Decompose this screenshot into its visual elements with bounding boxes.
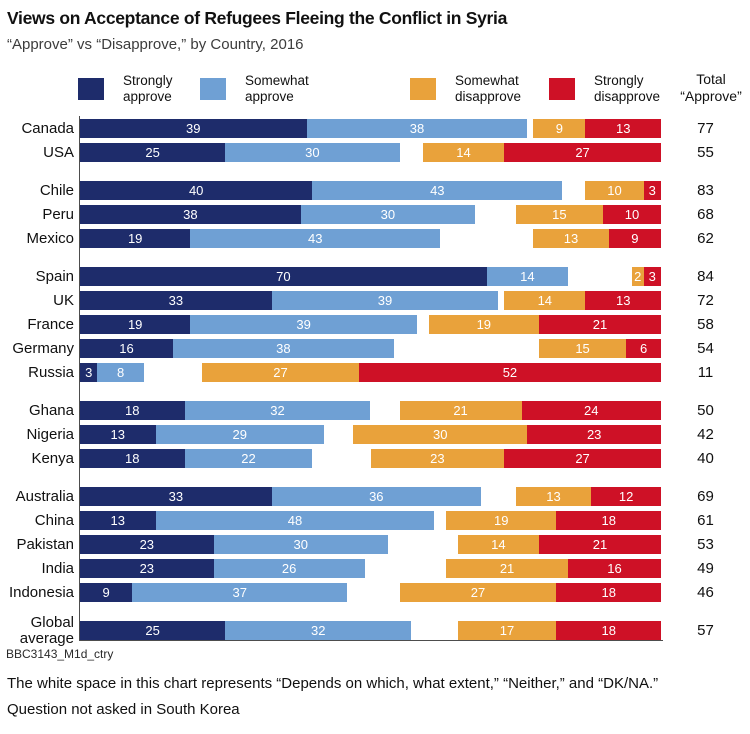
bar-value-label: 13 xyxy=(616,121,631,136)
somewhat-disapprove-bar[interactable] xyxy=(539,339,626,358)
no-opinion-gap xyxy=(400,143,423,162)
country-label: USA xyxy=(43,143,74,161)
country-row xyxy=(0,401,750,420)
no-opinion-gap xyxy=(388,535,458,554)
strongly-approve-bar[interactable] xyxy=(80,559,214,578)
country-label: Mexico xyxy=(26,229,74,247)
somewhat-disapprove-bar[interactable] xyxy=(533,229,609,248)
bar-value-label: 22 xyxy=(241,451,256,466)
strongly-disapprove-bar[interactable] xyxy=(504,449,661,468)
country-row xyxy=(0,583,750,602)
somewhat-disapprove-bar[interactable] xyxy=(458,621,557,640)
legend-swatch-icon xyxy=(549,78,575,100)
bar-track xyxy=(80,559,661,578)
bar-track xyxy=(80,621,661,640)
strongly-disapprove-bar[interactable] xyxy=(556,511,661,530)
country-row xyxy=(0,535,750,554)
bar-value-label: 25 xyxy=(145,145,160,160)
total-approve-value: 46 xyxy=(697,584,714,601)
strongly-approve-bar[interactable] xyxy=(80,583,132,602)
total-approve-value: 50 xyxy=(697,402,714,419)
bar-value-label: 10 xyxy=(624,207,640,222)
country-row xyxy=(0,119,750,138)
bar-value-label: 25 xyxy=(145,623,160,638)
bar-value-label: 37 xyxy=(232,585,247,600)
strongly-disapprove-bar[interactable] xyxy=(539,535,661,554)
footnote-whitespace: The white space in this chart represents “Depends on which, what extent,” “Neither,” and “DK/NA.” xyxy=(7,675,659,692)
somewhat-approve-bar[interactable] xyxy=(156,511,435,530)
legend-item-somewhat-approve xyxy=(200,73,309,105)
no-opinion-gap xyxy=(417,315,429,334)
bar-value-label: 21 xyxy=(499,561,515,576)
somewhat-disapprove-bar[interactable] xyxy=(446,511,556,530)
bar-value-label: 8 xyxy=(117,365,125,380)
somewhat-approve-bar[interactable] xyxy=(312,181,562,200)
country-label: Germany xyxy=(12,339,74,357)
strongly-disapprove-bar[interactable] xyxy=(539,315,661,334)
somewhat-disapprove-bar[interactable] xyxy=(371,449,505,468)
bar-value-label: 30 xyxy=(432,427,448,442)
somewhat-disapprove-bar[interactable] xyxy=(202,363,359,382)
somewhat-approve-bar[interactable] xyxy=(272,291,499,310)
somewhat-approve-bar[interactable] xyxy=(214,559,365,578)
somewhat-disapprove-bar[interactable] xyxy=(353,425,527,444)
somewhat-disapprove-bar[interactable] xyxy=(423,143,504,162)
country-label: Nigeria xyxy=(26,425,74,443)
strongly-approve-bar[interactable] xyxy=(80,425,156,444)
no-opinion-gap xyxy=(324,425,353,444)
bar-value-label: 13 xyxy=(110,427,125,442)
bar-value-label: 18 xyxy=(125,403,140,418)
bar-value-label: 38 xyxy=(276,341,291,356)
bar-track xyxy=(80,363,661,382)
strongly-approve-bar[interactable] xyxy=(80,511,156,530)
strongly-approve-bar[interactable] xyxy=(80,291,272,310)
bar-value-label: 38 xyxy=(409,121,425,136)
bar-value-label: 15 xyxy=(552,207,567,222)
country-label: Peru xyxy=(42,205,74,223)
bar-track xyxy=(80,315,661,334)
legend xyxy=(0,71,750,115)
bar-value-label: 40 xyxy=(188,183,204,198)
country-label: France xyxy=(27,315,74,333)
total-approve-value: 61 xyxy=(697,512,714,529)
somewhat-approve-bar[interactable] xyxy=(225,143,399,162)
strongly-approve-bar[interactable] xyxy=(80,363,97,382)
country-row xyxy=(0,181,750,200)
bar-value-label: 27 xyxy=(470,585,486,600)
bar-track xyxy=(80,535,661,554)
somewhat-approve-bar[interactable] xyxy=(97,363,143,382)
no-opinion-gap xyxy=(434,511,446,530)
total-approve-value: 53 xyxy=(697,536,714,553)
legend-item-strongly-approve xyxy=(78,73,173,105)
bar-value-label: 13 xyxy=(563,231,579,246)
chart-title: Views on Acceptance of Refugees Fleeing the Conflict in Syria xyxy=(7,8,508,28)
country-row xyxy=(0,487,750,506)
strongly-disapprove-bar[interactable] xyxy=(644,181,661,200)
somewhat-approve-bar[interactable] xyxy=(190,229,440,248)
somewhat-approve-bar[interactable] xyxy=(301,205,475,224)
legend-item-strongly-disapprove xyxy=(549,73,660,105)
bar-value-label: 48 xyxy=(287,513,303,528)
total-approve-value: 77 xyxy=(697,120,714,137)
total-approve-value: 69 xyxy=(697,488,714,505)
bar-value-label: 29 xyxy=(232,427,247,442)
strongly-approve-bar[interactable] xyxy=(80,621,225,640)
bar-value-label: 19 xyxy=(127,231,143,246)
legend-label: Somewhat approve xyxy=(245,73,309,104)
country-label: UK xyxy=(53,291,74,309)
bar-track xyxy=(80,425,661,444)
somewhat-disapprove-bar[interactable] xyxy=(516,487,592,506)
total-approve-value: 72 xyxy=(697,292,714,309)
bar-value-label: 9 xyxy=(102,585,110,600)
bar-value-label: 27 xyxy=(273,365,288,380)
total-approve-value: 58 xyxy=(697,316,714,333)
bar-value-label: 33 xyxy=(168,293,184,308)
bar-value-label: 13 xyxy=(110,513,125,528)
bar-value-label: 23 xyxy=(430,451,445,466)
somewhat-approve-bar[interactable] xyxy=(225,621,411,640)
country-row xyxy=(0,267,750,286)
country-row xyxy=(0,143,750,162)
bar-value-label: 2 xyxy=(634,269,642,284)
strongly-disapprove-bar[interactable] xyxy=(527,425,661,444)
strongly-approve-bar[interactable] xyxy=(80,181,312,200)
bar-value-label: 13 xyxy=(616,293,631,308)
footnote-south-korea: Question not asked in South Korea xyxy=(7,701,240,718)
bar-value-label: 70 xyxy=(276,269,291,284)
strongly-approve-bar[interactable] xyxy=(80,267,487,286)
total-approve-value: 57 xyxy=(697,622,714,639)
total-approve-value: 54 xyxy=(697,340,714,357)
strongly-disapprove-bar[interactable] xyxy=(585,119,661,138)
no-opinion-gap xyxy=(475,205,516,224)
total-approve-header-line1: Total xyxy=(696,71,726,87)
strongly-disapprove-bar[interactable] xyxy=(644,267,661,286)
strongly-disapprove-bar[interactable] xyxy=(609,229,661,248)
bar-value-label: 14 xyxy=(456,145,471,160)
bar-track xyxy=(80,267,661,286)
country-label: Chile xyxy=(39,181,74,199)
legend-label: Strongly disapprove xyxy=(594,73,661,104)
bar-track xyxy=(80,487,661,506)
bar-value-label: 26 xyxy=(281,561,297,576)
bar-value-label: 30 xyxy=(293,537,308,552)
legend-label: Somewhat disapprove xyxy=(455,73,522,104)
bar-value-label: 30 xyxy=(305,145,320,160)
somewhat-approve-bar[interactable] xyxy=(185,401,371,420)
country-row xyxy=(0,449,750,468)
country-label: Global average xyxy=(19,613,74,647)
bar-value-label: 10 xyxy=(607,183,622,198)
bar-value-label: 32 xyxy=(310,623,326,638)
somewhat-disapprove-bar[interactable] xyxy=(400,401,522,420)
somewhat-approve-bar[interactable] xyxy=(185,449,313,468)
bar-value-label: 3 xyxy=(648,183,656,198)
country-row xyxy=(0,613,750,647)
bar-value-label: 39 xyxy=(186,121,201,136)
bar-value-label: 3 xyxy=(648,269,656,284)
country-row xyxy=(0,339,750,358)
total-approve-value: 62 xyxy=(697,230,714,247)
somewhat-disapprove-bar[interactable] xyxy=(533,119,585,138)
bar-track xyxy=(80,511,661,530)
bar-value-label: 14 xyxy=(520,269,535,284)
bar-track xyxy=(80,291,661,310)
no-opinion-gap xyxy=(144,363,202,382)
total-approve-value: 49 xyxy=(697,560,714,577)
no-opinion-gap xyxy=(411,621,458,640)
total-approve-value: 83 xyxy=(697,182,714,199)
no-opinion-gap xyxy=(365,559,446,578)
somewhat-approve-bar[interactable] xyxy=(190,315,417,334)
somewhat-disapprove-bar[interactable] xyxy=(516,205,603,224)
somewhat-approve-bar[interactable] xyxy=(272,487,481,506)
bar-value-label: 19 xyxy=(494,513,509,528)
bar-track xyxy=(80,339,661,358)
bar-value-label: 23 xyxy=(139,537,155,552)
somewhat-approve-bar[interactable] xyxy=(487,267,568,286)
bar-track xyxy=(80,583,661,602)
strongly-disapprove-bar[interactable] xyxy=(568,559,661,578)
bar-track xyxy=(80,119,661,138)
strongly-disapprove-bar[interactable] xyxy=(626,339,661,358)
somewhat-disapprove-bar[interactable] xyxy=(400,583,557,602)
strongly-disapprove-bar[interactable] xyxy=(522,401,661,420)
bar-value-label: 13 xyxy=(546,489,561,504)
country-label: Russia xyxy=(28,363,74,381)
country-row xyxy=(0,315,750,334)
bar-value-label: 6 xyxy=(639,341,648,356)
bar-value-label: 39 xyxy=(377,293,393,308)
somewhat-approve-bar[interactable] xyxy=(156,425,324,444)
bar-value-label: 18 xyxy=(125,451,140,466)
bar-value-label: 21 xyxy=(592,537,608,552)
country-row xyxy=(0,511,750,530)
somewhat-disapprove-bar[interactable] xyxy=(632,267,644,286)
somewhat-disapprove-bar[interactable] xyxy=(504,291,585,310)
no-opinion-gap xyxy=(347,583,399,602)
bar-value-label: 24 xyxy=(584,403,599,418)
country-row xyxy=(0,425,750,444)
country-label: Indonesia xyxy=(8,583,74,601)
country-label: Ghana xyxy=(28,401,74,419)
bar-value-label: 30 xyxy=(380,207,396,222)
somewhat-disapprove-bar[interactable] xyxy=(458,535,539,554)
bar-value-label: 17 xyxy=(499,623,515,638)
strongly-disapprove-bar[interactable] xyxy=(603,205,661,224)
no-opinion-gap xyxy=(440,229,533,248)
bar-value-label: 43 xyxy=(308,231,323,246)
bar-value-label: 18 xyxy=(601,585,616,600)
bar-value-label: 27 xyxy=(575,145,590,160)
country-row xyxy=(0,229,750,248)
country-row xyxy=(0,363,750,382)
bar-value-label: 12 xyxy=(618,489,634,504)
bar-value-label: 14 xyxy=(537,293,553,308)
country-label: China xyxy=(34,511,74,529)
no-opinion-gap xyxy=(562,181,585,200)
country-row xyxy=(0,559,750,578)
no-opinion-gap xyxy=(312,449,370,468)
bar-value-label: 18 xyxy=(601,513,616,528)
bar-value-label: 39 xyxy=(296,317,311,332)
bar-value-label: 23 xyxy=(586,427,602,442)
country-row xyxy=(0,205,750,224)
total-approve-value: 11 xyxy=(697,364,714,381)
legend-swatch-icon xyxy=(410,78,436,100)
strongly-approve-bar[interactable] xyxy=(80,401,185,420)
country-label: India xyxy=(41,559,74,577)
bar-track xyxy=(80,401,661,420)
bar-value-label: 52 xyxy=(502,365,518,380)
bar-track xyxy=(80,449,661,468)
somewhat-disapprove-bar[interactable] xyxy=(429,315,539,334)
bar-value-label: 15 xyxy=(575,341,590,356)
somewhat-approve-bar[interactable] xyxy=(173,339,394,358)
strongly-approve-bar[interactable] xyxy=(80,315,190,334)
legend-label: Strongly approve xyxy=(123,73,173,104)
legend-swatch-icon xyxy=(78,78,104,100)
no-opinion-gap xyxy=(394,339,539,358)
somewhat-approve-bar[interactable] xyxy=(307,119,528,138)
source-code: BBC3143_M1d_ctry xyxy=(6,647,114,661)
strongly-approve-bar[interactable] xyxy=(80,229,190,248)
strongly-approve-bar[interactable] xyxy=(80,205,301,224)
total-approve-header xyxy=(672,71,750,105)
bar-track xyxy=(80,143,661,162)
country-label: Spain xyxy=(35,267,74,285)
no-opinion-gap xyxy=(568,267,632,286)
bar-value-label: 32 xyxy=(270,403,285,418)
country-label: Pakistan xyxy=(16,535,74,553)
bar-chart xyxy=(0,119,750,647)
country-label: Canada xyxy=(21,119,74,137)
chart-rows xyxy=(0,119,750,647)
bar-value-label: 27 xyxy=(575,451,590,466)
somewhat-disapprove-bar[interactable] xyxy=(585,181,643,200)
total-approve-value: 40 xyxy=(697,450,714,467)
strongly-approve-bar[interactable] xyxy=(80,487,272,506)
bar-value-label: 9 xyxy=(631,231,639,246)
bar-value-label: 14 xyxy=(491,537,506,552)
bar-value-label: 18 xyxy=(601,623,616,638)
bar-value-label: 19 xyxy=(127,317,143,332)
chart-subtitle: “Approve” vs “Disapprove,” by Country, 2016 xyxy=(7,36,304,53)
x-axis-baseline xyxy=(79,640,663,641)
bar-track xyxy=(80,181,661,200)
bar-value-label: 21 xyxy=(453,403,468,418)
bar-value-label: 38 xyxy=(183,207,198,222)
country-row xyxy=(0,291,750,310)
total-approve-value: 84 xyxy=(697,268,714,285)
strongly-disapprove-bar[interactable] xyxy=(556,583,661,602)
bar-value-label: 33 xyxy=(168,489,184,504)
no-opinion-gap xyxy=(481,487,516,506)
no-opinion-gap xyxy=(370,401,399,420)
bar-track xyxy=(80,229,661,248)
somewhat-approve-bar[interactable] xyxy=(214,535,388,554)
bar-value-label: 36 xyxy=(369,489,384,504)
strongly-disapprove-bar[interactable] xyxy=(359,363,661,382)
bar-value-label: 9 xyxy=(555,121,563,136)
bar-value-label: 3 xyxy=(85,365,93,380)
strongly-disapprove-bar[interactable] xyxy=(591,487,661,506)
country-label: Australia xyxy=(15,487,74,505)
total-approve-value: 42 xyxy=(697,426,714,443)
somewhat-approve-bar[interactable] xyxy=(132,583,347,602)
bar-value-label: 16 xyxy=(607,561,622,576)
country-label: Kenya xyxy=(31,449,74,467)
strongly-approve-bar[interactable] xyxy=(80,449,185,468)
bar-value-label: 43 xyxy=(430,183,445,198)
strongly-disapprove-bar[interactable] xyxy=(556,621,661,640)
bar-value-label: 23 xyxy=(139,561,155,576)
total-approve-value: 55 xyxy=(697,144,714,161)
legend-item-somewhat-disapprove xyxy=(410,73,521,105)
y-axis-line xyxy=(79,116,80,641)
strongly-approve-bar[interactable] xyxy=(80,119,307,138)
strongly-disapprove-bar[interactable] xyxy=(504,143,661,162)
bar-value-label: 16 xyxy=(119,341,134,356)
bar-value-label: 21 xyxy=(592,317,608,332)
strongly-approve-bar[interactable] xyxy=(80,535,214,554)
bar-track xyxy=(80,205,661,224)
strongly-approve-bar[interactable] xyxy=(80,143,225,162)
total-approve-value: 68 xyxy=(697,206,714,223)
strongly-approve-bar[interactable] xyxy=(80,339,173,358)
total-approve-header-line2: “Approve” xyxy=(680,88,742,104)
somewhat-disapprove-bar[interactable] xyxy=(446,559,568,578)
strongly-disapprove-bar[interactable] xyxy=(585,291,661,310)
legend-swatch-icon xyxy=(200,78,226,100)
bar-value-label: 19 xyxy=(476,317,492,332)
